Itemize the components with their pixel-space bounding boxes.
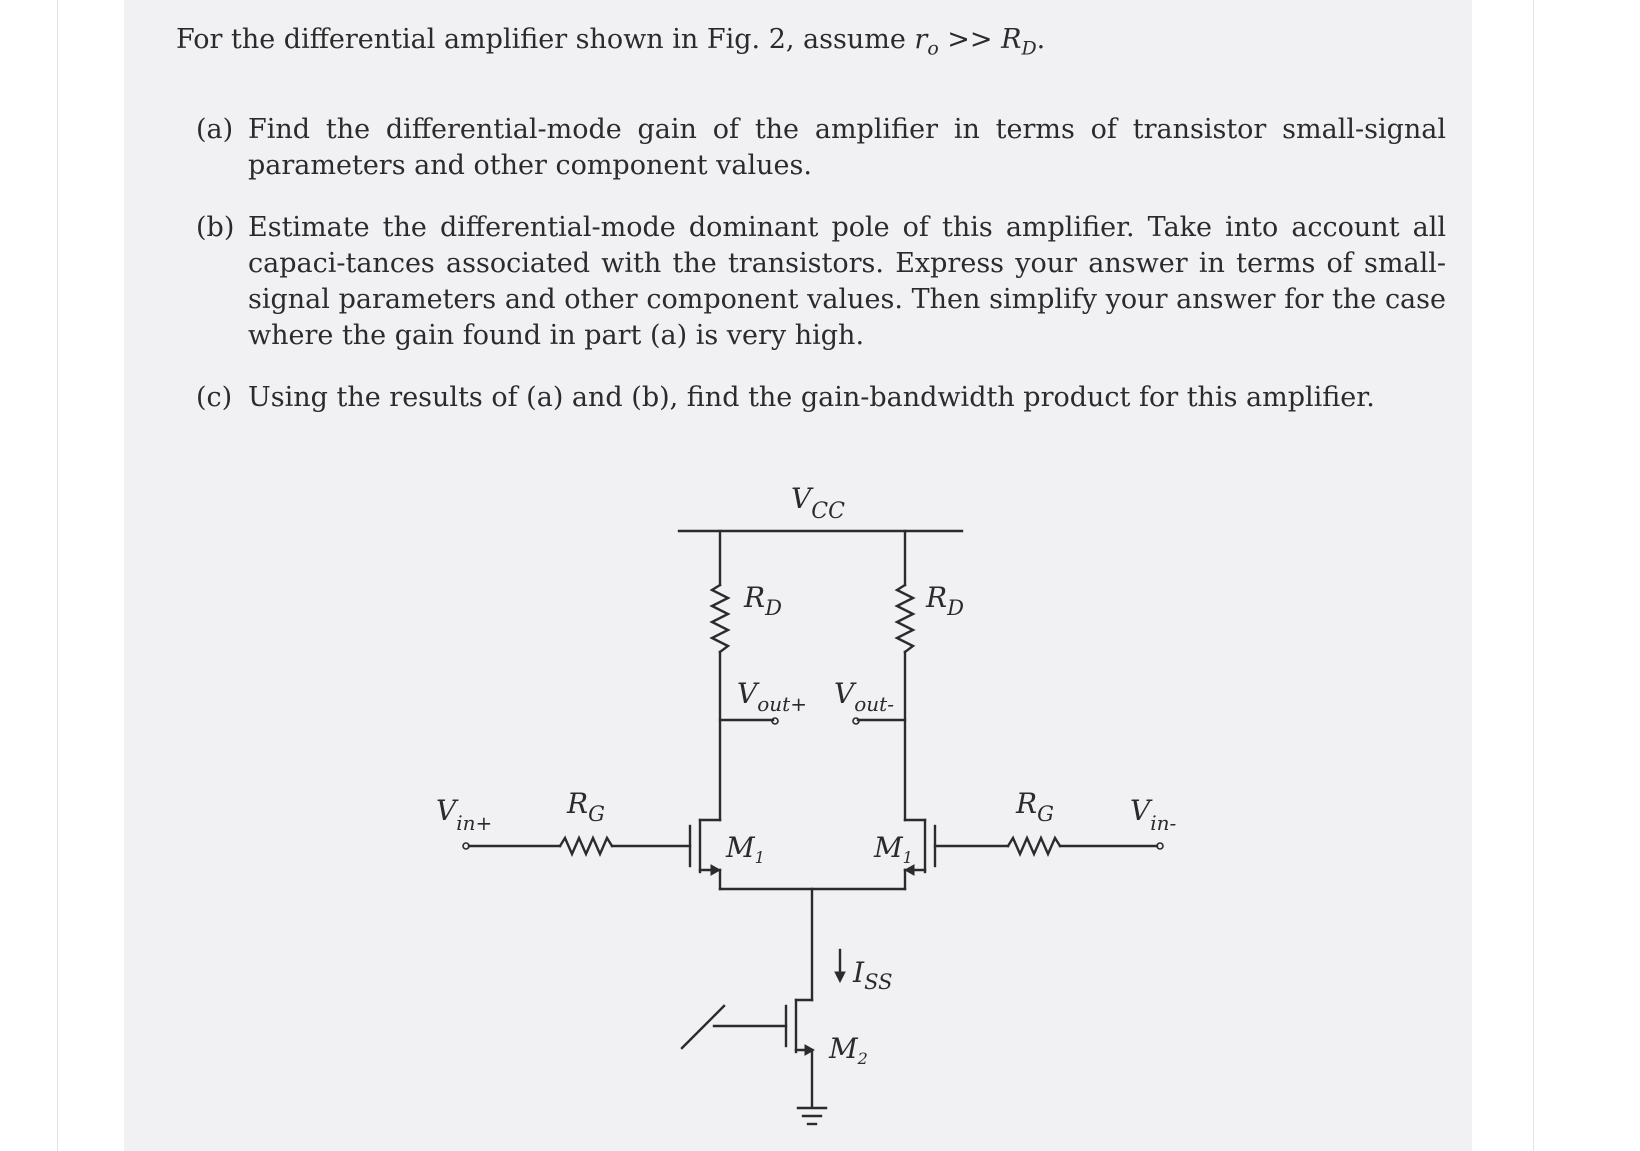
ro-subscript: o	[927, 37, 939, 60]
vout-plus-label: $V_{out+}$	[737, 677, 807, 716]
iss-arrowhead	[835, 972, 845, 982]
m2-label: $M_2$	[829, 1032, 868, 1068]
rd-left-resistor	[712, 585, 728, 652]
part-label: (c)	[196, 382, 233, 413]
rg-right-label: $R_G$	[1016, 787, 1054, 826]
intro-suffix: .	[1036, 24, 1046, 55]
intro-text: For the differential amplifier shown in Fig. 2, assume	[176, 24, 915, 55]
m1-left-label: $M_1$	[726, 831, 765, 867]
m1-left-arrow	[711, 865, 720, 875]
intro-relation: >>	[938, 24, 1002, 55]
vcc-label: $V_{CC}$	[791, 482, 845, 524]
vin-minus-label: $V_{in-}$	[1130, 794, 1177, 835]
part-text: Find the differential-mode gain of the amplifier in terms of transistor small-signal parameters and other component values.	[248, 114, 1446, 181]
m1-right-label: $M_1$	[874, 831, 913, 867]
part-label: (b)	[196, 212, 235, 243]
part-label: (a)	[196, 114, 234, 145]
rg-right-resistor	[1008, 838, 1060, 854]
rg-left-resistor	[560, 838, 612, 854]
vout-minus-label: $V_{out-}$	[834, 677, 894, 716]
rd-subscript: D	[1021, 37, 1037, 60]
iss-label: $I_{SS}$	[853, 956, 893, 994]
rd-right-label: $R_D$	[926, 581, 964, 620]
part-text: Using the results of (a) and (b), find the gain-bandwidth product for this amplifier.	[248, 382, 1375, 413]
ro-symbol: r	[914, 24, 928, 55]
rd-symbol: R	[1001, 24, 1022, 55]
rg-left-label: $R_G$	[567, 787, 605, 826]
rd-left-label: $R_D$	[744, 581, 782, 620]
part-text: Estimate the differential-mode dominant pole of this amplifier. Take into account all capaci-tances associated with the transistors. Express your answer in terms of small-signal parameters and other component values. Then simplify your answer for the case where the gain found in part (a) is very high.	[248, 212, 1446, 351]
vin-plus-label: $V_{in+}$	[436, 794, 493, 835]
rd-right-resistor	[897, 585, 913, 652]
